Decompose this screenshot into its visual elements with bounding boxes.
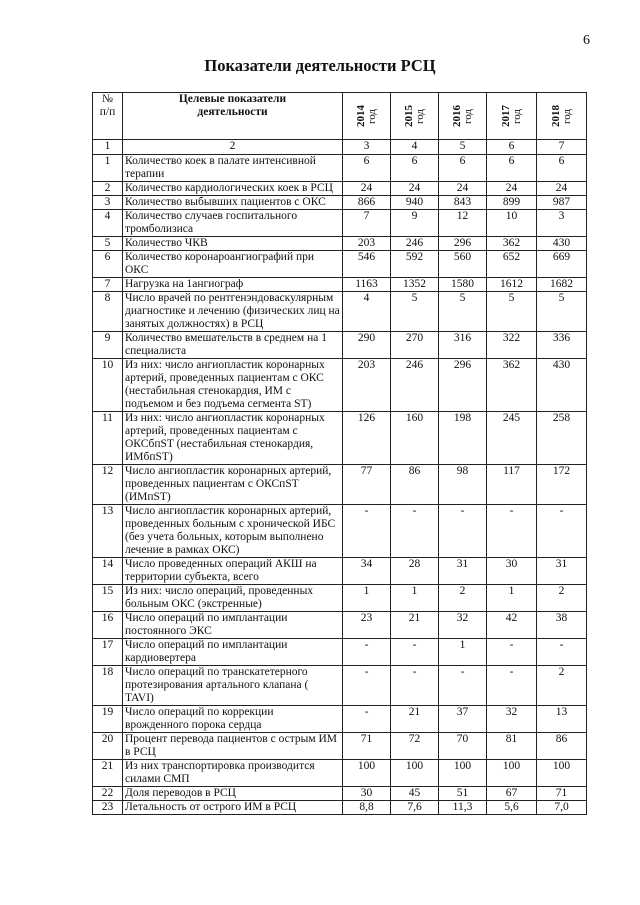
- table-row: [93, 251, 587, 278]
- table-row: [93, 412, 587, 465]
- year-value: 12: [439, 210, 487, 237]
- year-value: 5: [439, 292, 487, 332]
- year-value: 270: [391, 332, 439, 359]
- column-number-row: [93, 140, 587, 155]
- row-number: 14: [93, 558, 123, 585]
- indicator-text: Количество случаев госпитального тромболизиса: [123, 210, 343, 237]
- year-value: -: [439, 505, 487, 558]
- row-number: 1: [93, 155, 123, 182]
- year-value: 7,0: [537, 801, 587, 815]
- year-value: 98: [439, 465, 487, 505]
- indicators-table: [92, 92, 587, 815]
- row-number: 22: [93, 787, 123, 801]
- year-value: 71: [537, 787, 587, 801]
- indicator-text: Число операций по имплантации постоянного ЭКС: [123, 612, 343, 639]
- year-value: 6: [439, 155, 487, 182]
- year-value: 160: [391, 412, 439, 465]
- year-value: 362: [487, 237, 537, 251]
- year-value: 5: [391, 292, 439, 332]
- row-number: 9: [93, 332, 123, 359]
- year-value: 24: [391, 182, 439, 196]
- table-header: [93, 93, 587, 140]
- year-value: 1163: [343, 278, 391, 292]
- year-value: 6: [343, 155, 391, 182]
- table-row: [93, 505, 587, 558]
- year-value: 24: [343, 182, 391, 196]
- year-value: 296: [439, 359, 487, 412]
- year-value: 4: [343, 292, 391, 332]
- table-row: [93, 196, 587, 210]
- year-value: 32: [487, 706, 537, 733]
- year-value: 7: [343, 210, 391, 237]
- year-value: 843: [439, 196, 487, 210]
- table-row: [93, 801, 587, 815]
- row-number: 3: [93, 196, 123, 210]
- year-value: 6: [487, 155, 537, 182]
- year-value: 117: [487, 465, 537, 505]
- year-value: 100: [537, 760, 587, 787]
- year-value: 316: [439, 332, 487, 359]
- year-value: 1580: [439, 278, 487, 292]
- year-value: 652: [487, 251, 537, 278]
- table-row: [93, 278, 587, 292]
- year-value: 336: [537, 332, 587, 359]
- year-value: -: [343, 706, 391, 733]
- row-number: 11: [93, 412, 123, 465]
- table-row: [93, 210, 587, 237]
- year-value: 1: [439, 639, 487, 666]
- table-row: [93, 585, 587, 612]
- year-value: 30: [343, 787, 391, 801]
- row-number: 17: [93, 639, 123, 666]
- year-value: 30: [487, 558, 537, 585]
- row-number: 18: [93, 666, 123, 706]
- year-value: 70: [439, 733, 487, 760]
- row-number: 16: [93, 612, 123, 639]
- year-value: 1352: [391, 278, 439, 292]
- year-value: 362: [487, 359, 537, 412]
- column-number: 2: [123, 140, 343, 155]
- year-value: 2: [537, 666, 587, 706]
- year-value: 203: [343, 237, 391, 251]
- year-value: -: [537, 505, 587, 558]
- year-value: -: [391, 639, 439, 666]
- year-value: 866: [343, 196, 391, 210]
- column-number: 6: [487, 140, 537, 155]
- row-number: 5: [93, 237, 123, 251]
- table-body: [93, 140, 587, 815]
- year-value: 100: [487, 760, 537, 787]
- indicator-text: Количество ЧКВ: [123, 237, 343, 251]
- year-value: 34: [343, 558, 391, 585]
- year-value: 899: [487, 196, 537, 210]
- indicator-text: Количество вмешательств в среднем на 1 специалиста: [123, 332, 343, 359]
- row-number: 6: [93, 251, 123, 278]
- year-value: 13: [537, 706, 587, 733]
- indicator-text: Число проведенных операций АКШ на территории субъекта, всего: [123, 558, 343, 585]
- year-value: 5,6: [487, 801, 537, 815]
- table-row: [93, 359, 587, 412]
- indicator-text: Из них: число операций, проведенных больным ОКС (экстренные): [123, 585, 343, 612]
- column-number: 1: [93, 140, 123, 155]
- year-value: 86: [537, 733, 587, 760]
- column-number: 5: [439, 140, 487, 155]
- year-value: 5: [537, 292, 587, 332]
- year-value: 7,6: [391, 801, 439, 815]
- year-value: 11,3: [439, 801, 487, 815]
- year-value: 172: [537, 465, 587, 505]
- indicator-text: Из них: число ангиопластик коронарных артерий, проведенных пациентам с ОКСбпST (нестабильная стенокардия, ИМбпST): [123, 412, 343, 465]
- year-value: 430: [537, 237, 587, 251]
- table-row: [93, 155, 587, 182]
- indicator-text: Количество кардиологических коек в РСЦ: [123, 182, 343, 196]
- year-value: 67: [487, 787, 537, 801]
- year-value: -: [439, 666, 487, 706]
- year-value: 100: [439, 760, 487, 787]
- year-value: 31: [537, 558, 587, 585]
- indicator-text: Количество коронароангиографий при ОКС: [123, 251, 343, 278]
- indicator-text: Доля переводов в РСЦ: [123, 787, 343, 801]
- year-value: 1: [391, 585, 439, 612]
- year-value: 546: [343, 251, 391, 278]
- year-value: 42: [487, 612, 537, 639]
- year-value: 322: [487, 332, 537, 359]
- year-value: 2: [439, 585, 487, 612]
- year-value: -: [487, 505, 537, 558]
- table-row: [93, 292, 587, 332]
- year-value: 1: [487, 585, 537, 612]
- year-value: 86: [391, 465, 439, 505]
- table-row: [93, 733, 587, 760]
- table-row: [93, 612, 587, 639]
- year-value: 8,8: [343, 801, 391, 815]
- year-value: 81: [487, 733, 537, 760]
- year-value: 246: [391, 237, 439, 251]
- year-value: 9: [391, 210, 439, 237]
- year-value: 203: [343, 359, 391, 412]
- table-row: [93, 558, 587, 585]
- row-number: 12: [93, 465, 123, 505]
- indicator-text: Число операций по коррекции врожденного порока сердца: [123, 706, 343, 733]
- row-number: 19: [93, 706, 123, 733]
- table-row: [93, 666, 587, 706]
- column-number: 4: [391, 140, 439, 155]
- year-value: 100: [391, 760, 439, 787]
- year-value: 987: [537, 196, 587, 210]
- year-value: 560: [439, 251, 487, 278]
- year-value: 430: [537, 359, 587, 412]
- indicator-text: Число операций по имплантации кардиовертера: [123, 639, 343, 666]
- year-value: -: [537, 639, 587, 666]
- header-year: 2017 год: [487, 93, 537, 140]
- year-value: 21: [391, 612, 439, 639]
- header-indicator: Целевые показатели деятельности: [123, 93, 343, 140]
- indicator-text: Количество выбывших пациентов с ОКС: [123, 196, 343, 210]
- column-number: 7: [537, 140, 587, 155]
- year-value: 2: [537, 585, 587, 612]
- table-row: [93, 237, 587, 251]
- indicator-text: Количество коек в палате интенсивной терапии: [123, 155, 343, 182]
- year-value: 71: [343, 733, 391, 760]
- column-number: 3: [343, 140, 391, 155]
- indicator-text: Число ангиопластик коронарных артерий, проведенных пациентам с ОКСпST (ИМпST): [123, 465, 343, 505]
- year-value: 6: [537, 155, 587, 182]
- page-number: 6: [583, 33, 590, 48]
- year-value: 51: [439, 787, 487, 801]
- year-value: -: [343, 639, 391, 666]
- year-value: 45: [391, 787, 439, 801]
- year-value: 72: [391, 733, 439, 760]
- row-number: 21: [93, 760, 123, 787]
- row-number: 15: [93, 585, 123, 612]
- year-value: 38: [537, 612, 587, 639]
- year-value: 23: [343, 612, 391, 639]
- year-value: -: [343, 505, 391, 558]
- year-value: -: [391, 505, 439, 558]
- indicator-text: Из них: число ангиопластик коронарных артерий, проведенных пациентам с ОКС (нестабильная стенокардия, ИМ с подъемом и без подъема сегмента ST): [123, 359, 343, 412]
- row-number: 8: [93, 292, 123, 332]
- year-value: 1612: [487, 278, 537, 292]
- year-value: 246: [391, 359, 439, 412]
- year-value: 592: [391, 251, 439, 278]
- table-row: [93, 182, 587, 196]
- header-year: 2015 год: [391, 93, 439, 140]
- year-value: 24: [439, 182, 487, 196]
- header-year: 2014 год: [343, 93, 391, 140]
- indicator-text: Число операций по транскатетерного протезирования артального клапана ( TAVI): [123, 666, 343, 706]
- year-value: -: [391, 666, 439, 706]
- year-value: 245: [487, 412, 537, 465]
- table-row: [93, 787, 587, 801]
- year-value: 290: [343, 332, 391, 359]
- year-value: 669: [537, 251, 587, 278]
- year-value: 100: [343, 760, 391, 787]
- table-row: [93, 706, 587, 733]
- document-title: Показатели деятельности РСЦ: [204, 56, 436, 75]
- year-value: -: [343, 666, 391, 706]
- year-value: 6: [391, 155, 439, 182]
- year-value: -: [487, 639, 537, 666]
- row-number: 23: [93, 801, 123, 815]
- year-value: 28: [391, 558, 439, 585]
- indicator-text: Нагрузка на 1ангиограф: [123, 278, 343, 292]
- row-number: 4: [93, 210, 123, 237]
- year-value: 3: [537, 210, 587, 237]
- year-value: 21: [391, 706, 439, 733]
- year-value: 10: [487, 210, 537, 237]
- row-number: 2: [93, 182, 123, 196]
- year-value: 258: [537, 412, 587, 465]
- year-value: 940: [391, 196, 439, 210]
- year-value: 32: [439, 612, 487, 639]
- year-value: 1: [343, 585, 391, 612]
- row-number: 13: [93, 505, 123, 558]
- indicator-text: Число ангиопластик коронарных артерий, проведенных больным с хронической ИБС (без учета больных, которым выполнено лечение в рамках ОКС): [123, 505, 343, 558]
- table-row: [93, 760, 587, 787]
- indicator-text: Летальность от острого ИМ в РСЦ: [123, 801, 343, 815]
- table-row: [93, 332, 587, 359]
- table-row: [93, 465, 587, 505]
- row-number: 7: [93, 278, 123, 292]
- row-number: 10: [93, 359, 123, 412]
- header-year: 2018 год: [537, 93, 587, 140]
- year-value: 37: [439, 706, 487, 733]
- year-value: 198: [439, 412, 487, 465]
- indicator-text: Число врачей по рентгенэндоваскулярным диагностике и лечению (физических лиц на занятых должностях) в РСЦ: [123, 292, 343, 332]
- year-value: 5: [487, 292, 537, 332]
- header-number: № п/п: [93, 93, 123, 140]
- indicator-text: Процент перевода пациентов с острым ИМ в РСЦ: [123, 733, 343, 760]
- year-value: 296: [439, 237, 487, 251]
- year-value: 31: [439, 558, 487, 585]
- year-value: 24: [537, 182, 587, 196]
- row-number: 20: [93, 733, 123, 760]
- year-value: 126: [343, 412, 391, 465]
- year-value: 24: [487, 182, 537, 196]
- indicator-text: Из них транспортировка производится силами СМП: [123, 760, 343, 787]
- year-value: 1682: [537, 278, 587, 292]
- header-year: 2016 год: [439, 93, 487, 140]
- year-value: -: [487, 666, 537, 706]
- table-row: [93, 639, 587, 666]
- year-value: 77: [343, 465, 391, 505]
